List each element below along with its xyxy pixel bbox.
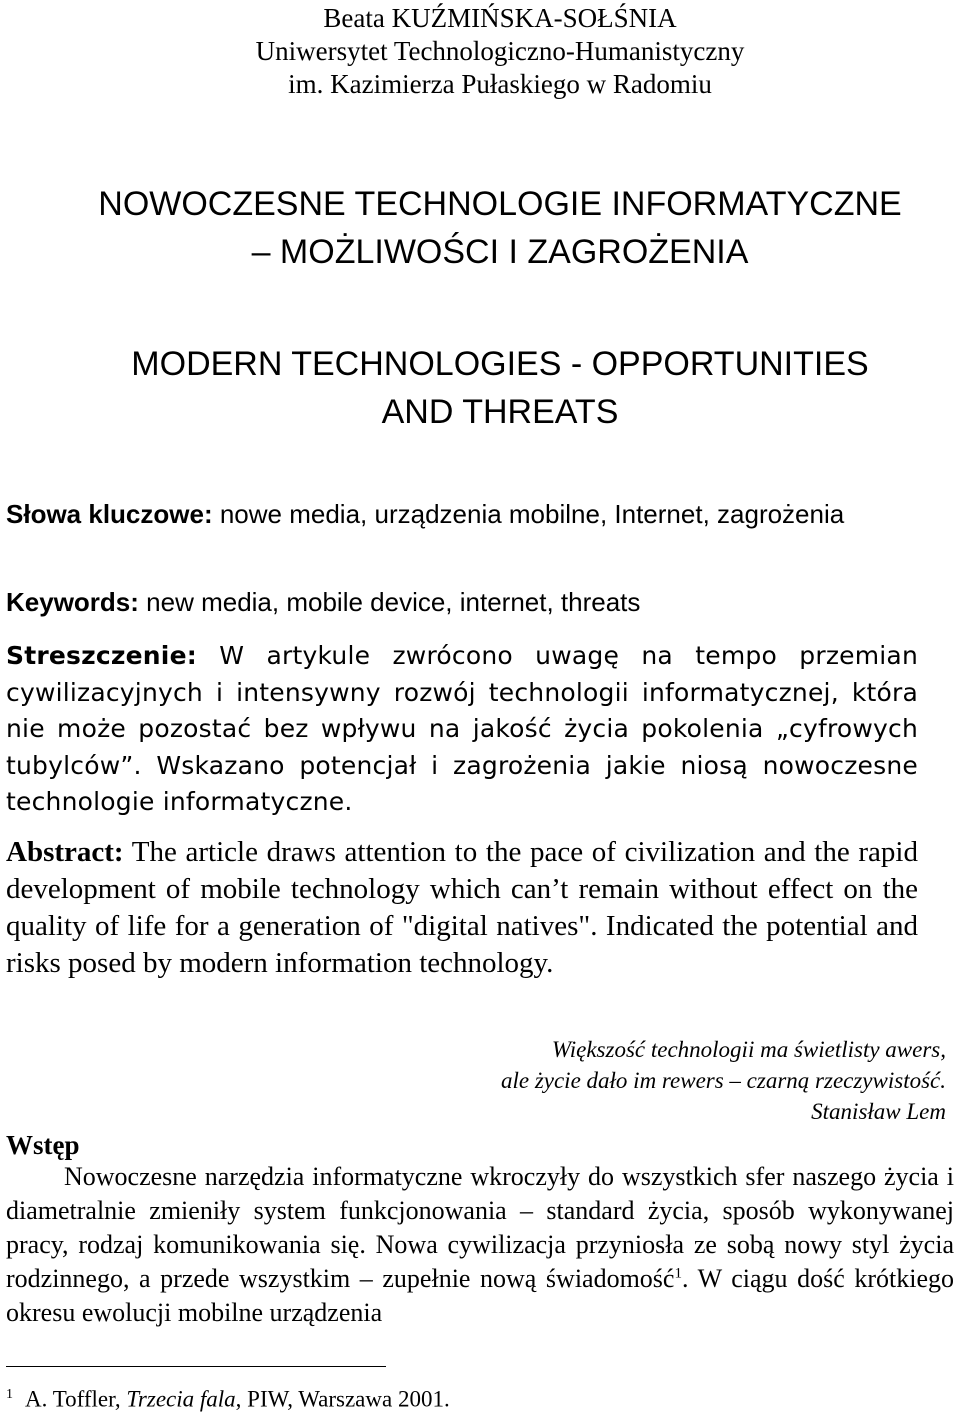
footnote-divider (6, 1366, 386, 1367)
epigraph-line-2: ale życie dało im rewers – czarną rzeczywistość. (500, 1068, 946, 1093)
keywords-polish (6, 496, 918, 532)
footnote (6, 1380, 450, 1415)
title-english-line-1: MODERN TECHNOLOGIES - OPPORTUNITIES (131, 345, 869, 383)
title-english (0, 340, 960, 436)
summary-polish (6, 638, 918, 821)
epigraph (501, 1034, 946, 1127)
title-english-line-2: AND THREATS (381, 393, 619, 431)
title-polish (0, 180, 960, 276)
footnote-book-title: Trzecia fala (126, 1386, 236, 1412)
abstract-label: Abstract: (6, 836, 124, 868)
title-polish-line-1: NOWOCZESNE TECHNOLOGIE INFORMATYCZNE (98, 185, 902, 223)
summary-polish-label: Streszczenie: (6, 641, 197, 670)
intro-text: Nowoczesne narzędzia informatyczne wkroczyły do wszystkich sfer naszego życia i diametralnie zmieniły system funkcjonowania – standard życia, sposób wykonywanej pracy, rodzaj komunikowania się. Nowa cywilizacja przyniosła ze sobą nowy styl życia rodzinnego, a przede wszystkim – zupełnie nową świadomość (6, 1162, 954, 1293)
keywords-english (6, 584, 918, 620)
footnote-author: A. Toffler, (25, 1386, 121, 1412)
keywords-english-label: Keywords: (6, 587, 139, 617)
intro-paragraph (6, 1160, 954, 1330)
epigraph-author: Stanisław Lem (811, 1099, 946, 1124)
author-block (0, 2, 960, 101)
affiliation-line-1: Uniwersytet Technologiczno-Humanistyczny (255, 36, 745, 66)
abstract-english (6, 834, 918, 982)
footnote-mark: 1 (6, 1387, 13, 1402)
author-name: Beata KUŹMIŃSKA-SOŁŚNIA (323, 3, 677, 33)
epigraph-line-1: Większość technologii ma świetlisty awers, (551, 1037, 946, 1062)
keywords-polish-label: Słowa kluczowe: (6, 499, 213, 529)
summary-polish-text: W artykule zwrócono uwagę na tempo przemian cywilizacyjnych i intensywny rozwój technologii informatycznej, która nie może pozostać bez wpływu na jakość życia pokolenia „cyfrowych tubylców”. Wskazano potencjał i zagrożenia jakie niosą nowoczesne technologie informatyczne. (6, 641, 918, 816)
intro-heading: Wstęp (6, 1130, 80, 1160)
footnote-reference[interactable]: 1 (674, 1265, 682, 1282)
affiliation-line-2: im. Kazimierza Pułaskiego w Radomiu (288, 69, 712, 99)
keywords-polish-text: nowe media, urządzenia mobilne, Internet, zagrożenia (219, 499, 845, 529)
footnote-publisher: , PIW, Warszawa 2001. (235, 1386, 450, 1412)
abstract-text: The article draws attention to the pace of civilization and the rapid development of mobile technology which can’t remain without effect on the quality of life for a generation of "digital natives". Indicated the potential and risks posed by modern information technology. (6, 836, 918, 979)
intro-text-continued: . W ciągu dość krótkiego okresu ewolucji mobilne urządzenia (6, 1264, 954, 1327)
title-polish-line-2: – MOŻLIWOŚCI I ZAGROŻENIA (251, 233, 749, 271)
keywords-english-text: new media, mobile device, internet, threats (146, 587, 641, 617)
